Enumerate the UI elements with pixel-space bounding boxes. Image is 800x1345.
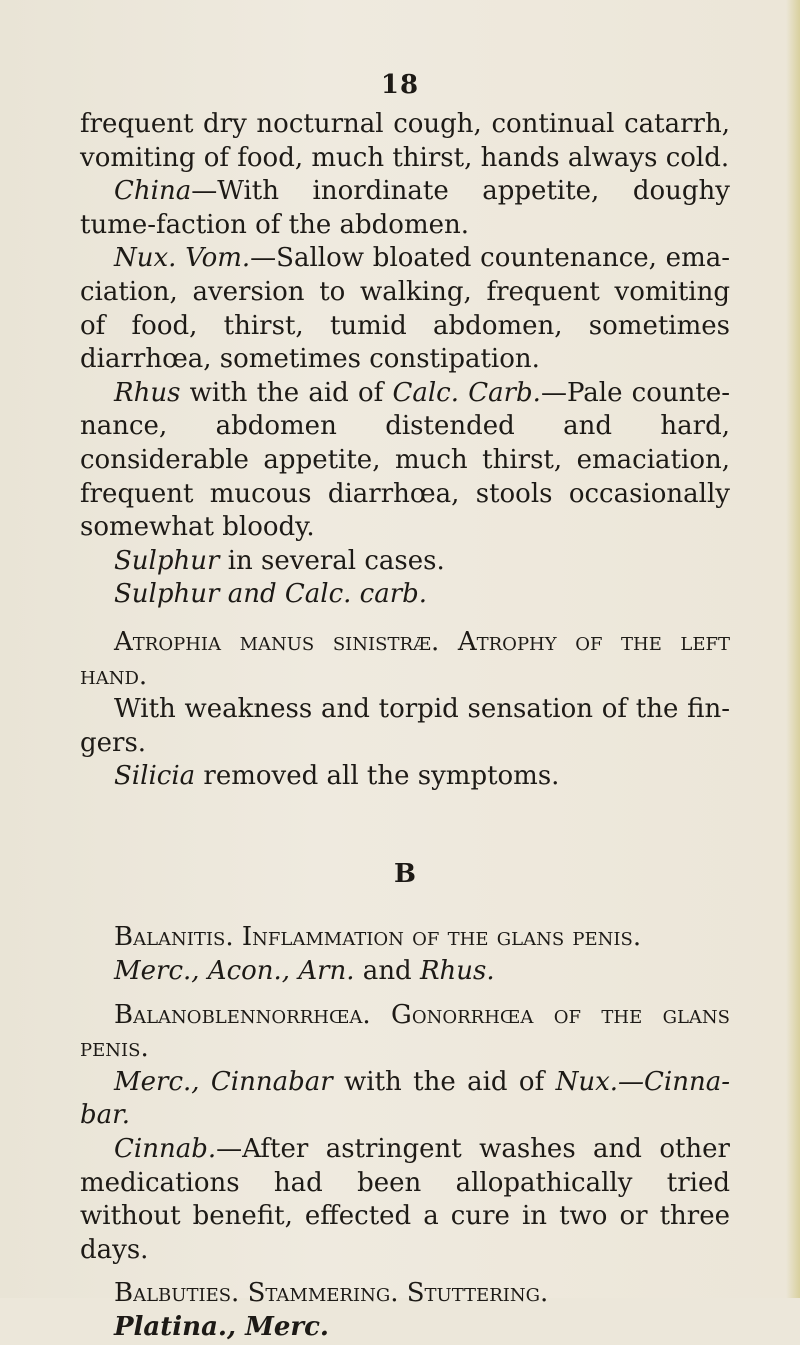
balbuties-heading: Balbuties. Stammering. Stuttering. (114, 1278, 549, 1309)
remedy-list: Merc., Acon., Arn. (114, 956, 355, 987)
rhus-entry (80, 377, 730, 545)
atrophia-heading: Atrophia manus sinistræ. Atrophy of the left hand. (80, 626, 730, 691)
page-number: 18 (380, 70, 420, 100)
balanoblennorrhoea-remedies (80, 1066, 730, 1133)
remedy-name: Rhus. (419, 956, 495, 987)
remedy-name: Nux. Vom. (114, 243, 251, 274)
continued-paragraph: frequent dry nocturnal cough, continual catarrh, vomiting of food, much thirst, hands always cold. (80, 109, 730, 173)
remedy-name: Cinnab. (114, 1134, 217, 1165)
entry-text: in several cases. (219, 545, 445, 576)
entry-text: —Pale counte-nance, abdomen distended and hard, considerable appetite, much thirst, emaciation, frequent mucous diarrhœa, stools occasionally somewhat bloody. (80, 377, 730, 543)
remedy-name: Calc. Carb. (392, 377, 541, 408)
entry-text: —With inordinate appetite, doughy tume-faction of the abdomen. (80, 176, 730, 240)
remedy-name: Nux.—Cinna-bar. (80, 1066, 730, 1131)
remedy-name: Silicia (114, 761, 196, 792)
balanoblennorrhoea-heading: Balanoblennorrhœa. Gonorrhœa of the glans penis. (80, 999, 730, 1064)
silicia-entry (80, 760, 730, 794)
entry-text: —After astringent washes and other medications had been allopathically tried without benefit, effected a cure in two or three days. (80, 1134, 730, 1265)
sulphur-calc-entry: Sulphur and Calc. carb. (114, 579, 428, 610)
entry-text: removed all the symptoms. (195, 761, 560, 792)
cinnab-entry (80, 1133, 730, 1267)
entry-connector: and (354, 956, 420, 987)
entry-connector: with the aid of (332, 1066, 556, 1097)
china-entry (80, 175, 730, 242)
atrophia-description: With weakness and torpid sensation of the fin-gers. (80, 694, 730, 758)
nux-vom-entry (80, 242, 730, 376)
remedy-name: Sulphur (114, 545, 220, 576)
section-letter: B (394, 858, 416, 889)
entry-connector: with the aid of (180, 377, 393, 408)
balanitis-heading: Balanitis. Inflammation of the glans penis. (114, 922, 642, 953)
page-body (80, 108, 730, 1345)
page-edge-shade (786, 0, 800, 1298)
balbuties-remedies: Platina., Merc. (114, 1312, 329, 1342)
sulphur-entry (80, 545, 730, 579)
balanitis-remedies (80, 955, 730, 989)
entry-text: —Sallow bloated countenance, ema-ciation, aversion to walking, frequent vomiting of food, thirst, tumid abdomen, sometimes diarrhœa, sometimes constipation. (80, 243, 731, 375)
remedy-list: Merc., Cinnabar (114, 1066, 333, 1097)
remedy-name: Rhus (114, 377, 181, 408)
remedy-name: China (114, 176, 192, 207)
